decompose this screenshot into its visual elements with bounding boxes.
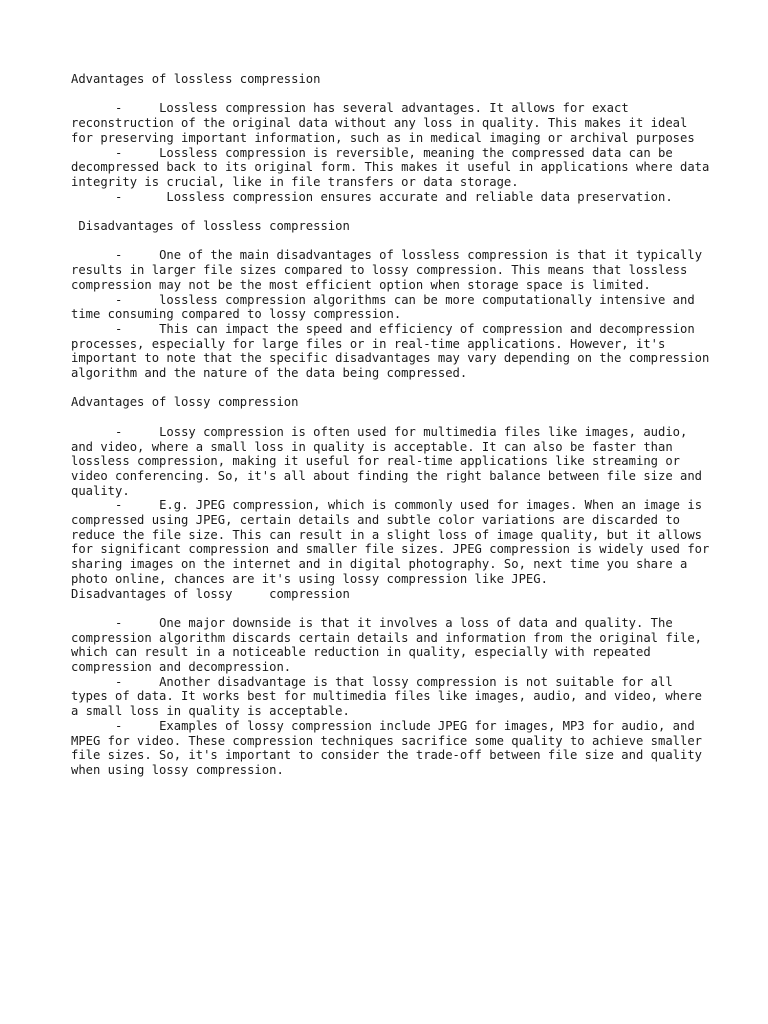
bullet-list: [71, 248, 717, 381]
bullet-list: [71, 101, 717, 204]
section-heading: Disadvantages of lossy compression: [71, 586, 350, 601]
list-item: [71, 498, 717, 586]
spacer: [71, 204, 711, 219]
section-heading: Advantages of lossless compression: [71, 72, 321, 86]
section-heading: Advantages of lossy compression: [71, 395, 299, 410]
list-item: [71, 321, 717, 381]
list-item: [71, 145, 717, 190]
list-item-text: Lossless compression ensures accurate and reliable data preservation.: [159, 189, 673, 204]
bullet-list: [71, 424, 717, 587]
dash-bullet-icon: -: [71, 292, 160, 307]
list-item: [71, 616, 711, 675]
dash-bullet-icon: -: [71, 145, 160, 160]
dash-bullet-icon: -: [71, 615, 160, 630]
list-item-text: lossless compression algorithms can be more computationally intensive and time consuming compared to lossy compression.: [71, 292, 703, 322]
dash-bullet-icon: -: [71, 718, 160, 733]
dash-bullet-icon: -: [71, 674, 160, 689]
spacer: [71, 381, 711, 396]
section-lossless-advantages: [71, 72, 717, 204]
section-lossy-disadvantages: [71, 587, 711, 778]
list-item-text: Examples of lossy compression include JPEG for images, MP3 for audio, and MPEG for video. These compression techniques sacrifice some quality to achieve smaller file sizes. So, it's important to consider the trade-off between file size and quality when using lossy compression.: [71, 718, 710, 777]
section-lossless-disadvantages: [71, 219, 717, 381]
list-item: [71, 719, 711, 778]
list-item: [71, 675, 711, 719]
dash-bullet-icon: -: [71, 189, 160, 204]
dash-bullet-icon: -: [71, 498, 160, 513]
document-body: [71, 72, 717, 778]
dash-bullet-icon: -: [71, 101, 160, 116]
section-lossy-advantages: [71, 395, 717, 586]
list-item: [71, 293, 711, 322]
list-item-text: This can impact the speed and efficiency of compression and decompression processes, especially for large files or in real-time applications. However, it's important to note that the specific disadvantages may vary depending on the compression algorithm and the nature of the data being compressed.: [71, 321, 717, 381]
list-item: [71, 101, 711, 145]
list-item-text: One of the main disadvantages of lossless compression is that it typically results in larger file sizes compared to lossy compression. This means that lossless compression may not be the most efficient option when storage space is limited.: [71, 248, 710, 292]
section-heading: Disadvantages of lossless compression: [71, 219, 350, 233]
list-item-text: Lossless compression is reversible, meaning the compressed data can be decompressed back to its original form. This makes it useful in applications where data integrity is crucial, like in file transfers or data storage.: [71, 145, 717, 189]
dash-bullet-icon: -: [71, 424, 160, 439]
dash-bullet-icon: -: [71, 248, 160, 263]
list-item-text: One major downside is that it involves a loss of data and quality. The compression algorithm discards certain details and information from the original file, which can result in a noticeable reduction in quality, especially with repeated compression and decompression.: [71, 615, 710, 675]
list-item-text: E.g. JPEG compression, which is commonly used for images. When an image is compressed using JPEG, certain details and subtle color variations are discarded to reduce the file size. This can result in a slight loss of image quality, but it allows for significant compression and smaller file sizes. JPEG compression is widely used for sharing images on the internet and in digital photography. So, next time you share a photo online, chances are it's using lossy compression like JPEG.: [71, 498, 717, 586]
list-item-text: Lossy compression is often used for multimedia files like images, audio, and video, where a small loss in quality is acceptable. It can also be faster than lossless compression, making it useful for real-time applications like streaming or video conferencing. So, it's all about finding the right balance between file size and quality.: [71, 424, 710, 498]
dash-bullet-icon: -: [71, 321, 160, 336]
bullet-list: [71, 616, 711, 778]
list-item: [71, 425, 711, 499]
list-item-text: Lossless compression has several advantages. It allows for exact reconstruction of the original data without any loss in quality. This makes it ideal for preserving important information, such as in medical imaging or archival purposes: [71, 101, 695, 145]
list-item: [71, 248, 711, 292]
list-item: [71, 190, 711, 205]
list-item-text: Another disadvantage is that lossy compression is not suitable for all types of data. It works best for multimedia files like images, audio, and video, where a small loss in quality is acceptable.: [71, 674, 710, 719]
